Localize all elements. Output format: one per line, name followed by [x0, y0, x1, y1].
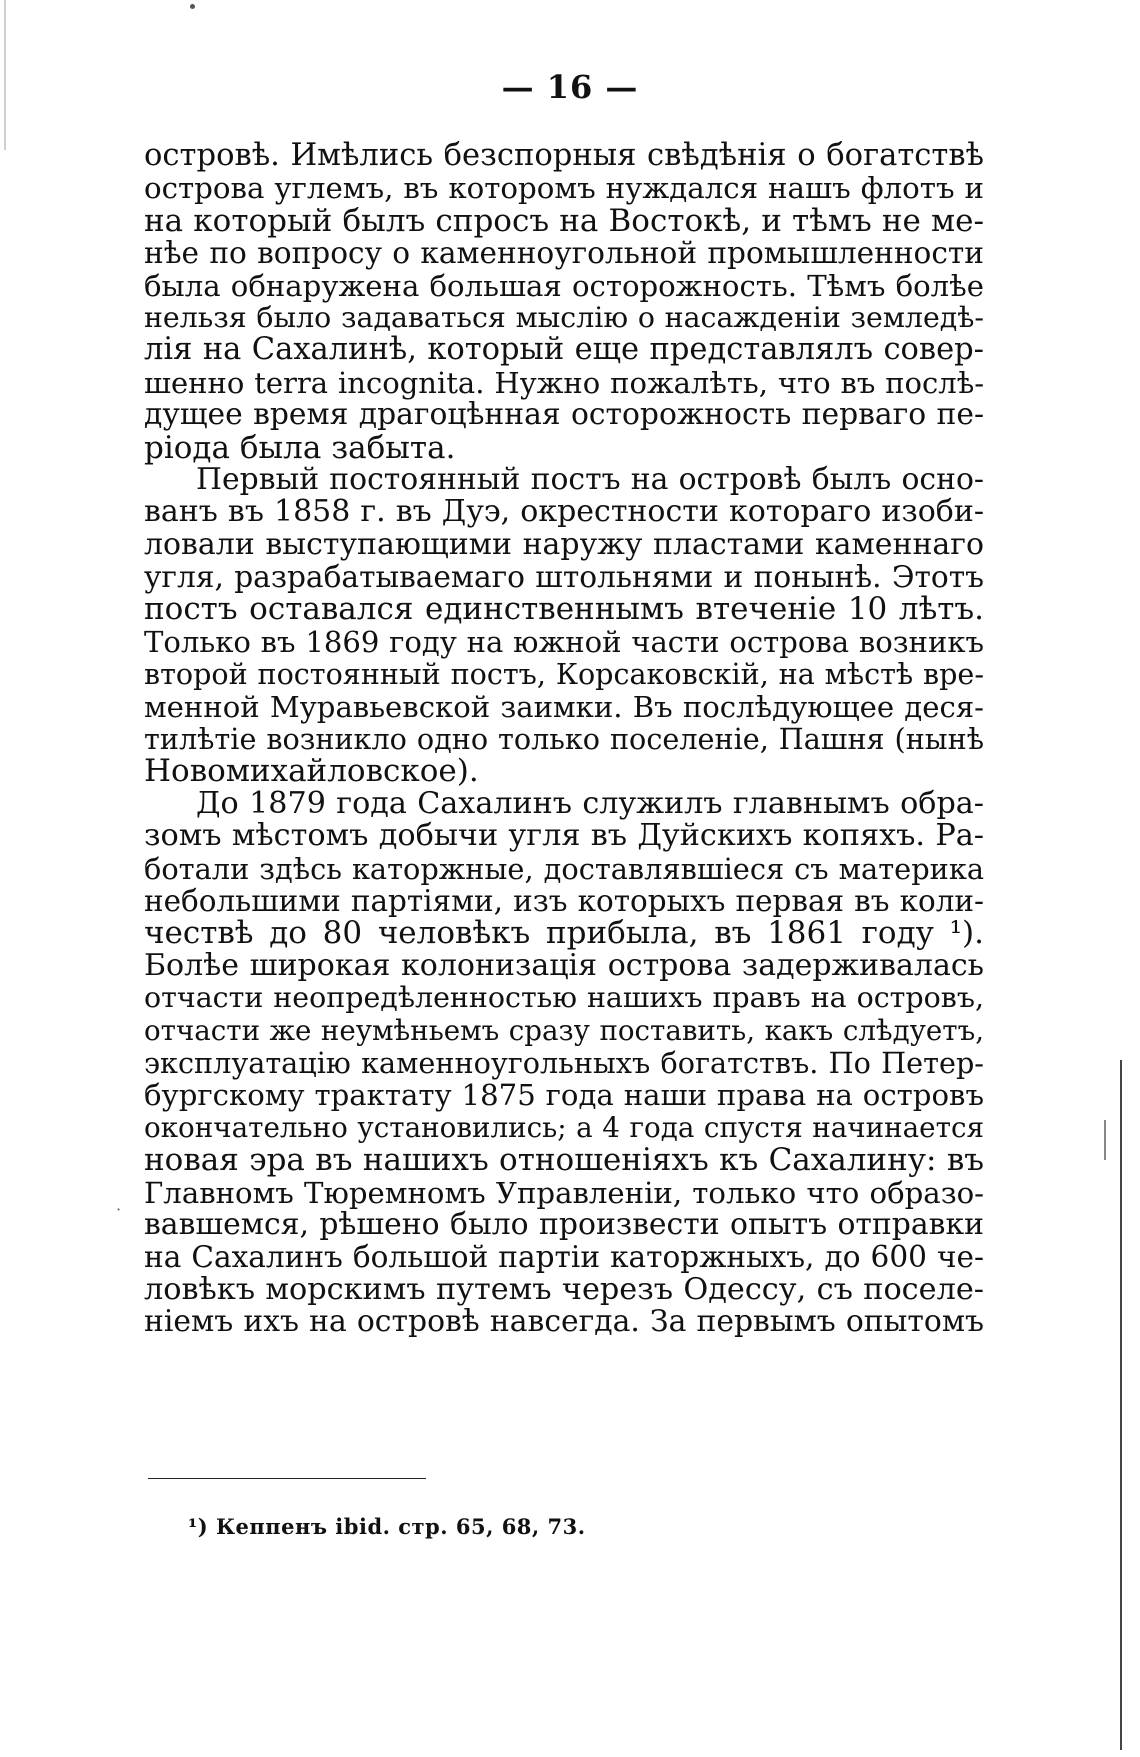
text-line: ванъ въ 1858 г. въ Дуэ, окрестности котораго изоби-: [144, 494, 984, 530]
text-line: Главномъ Тюремномъ Управленіи, только что образо-: [144, 1175, 984, 1210]
text-line: ловѣкъ морскимъ путемъ черезъ Одессу, съ поселе-: [144, 1271, 984, 1307]
text-line: угля, разрабатываемаго штольнями и понынѣ. Этотъ: [144, 559, 984, 595]
text-line: Первый постоянный постъ на островѣ былъ осно-: [196, 461, 984, 497]
text-line: новая эра въ нашихъ отношеніяхъ къ Сахалину: въ: [144, 1142, 984, 1179]
scan-edge-line-right: [1120, 1060, 1122, 1750]
text-line: островѣ. Имѣлись безспорныя свѣдѣнія о богатствѣ: [144, 138, 984, 173]
text-line: острова углемъ, въ которомъ нуждался нашъ флотъ и: [144, 171, 984, 206]
text-line: ніемъ ихъ на островѣ навсегда. За первымъ опытомъ: [144, 1304, 984, 1340]
text-line: была обнаружена большая осторожность. Тѣмъ болѣе: [144, 268, 984, 303]
text-line: чествѣ до 80 человѣкъ прибыла, въ 1861 году ¹).: [144, 915, 984, 952]
text-line: вавшемся, рѣшено было произвести опытъ отправки: [144, 1206, 984, 1242]
scan-edge-mark: [1104, 1120, 1106, 1160]
text-line: дущее время драгоцѣнная осторожность перваго пе-: [144, 397, 984, 433]
text-line: Новомихайловское).: [144, 753, 479, 790]
text-line: нѣе по вопросу о каменноугольной промышленности: [144, 236, 984, 271]
text-line: Болѣе широкая колонизація острова задерживалась: [144, 947, 984, 983]
text-line: тилѣтіе возникло одно только поселеніе, Пашня (нынѣ: [144, 722, 984, 757]
text-line: окончательно установились; а 4 года спустя начинается: [144, 1110, 984, 1144]
text-line: отчасти же неумѣньемъ сразу поставить, какъ слѣдуетъ,: [144, 1013, 984, 1047]
text-line: на Сахалинъ большой партіи каторжныхъ, до 600 че-: [144, 1240, 984, 1275]
text-line: ботали здѣсь каторжные, доставлявшіеся съ материка: [144, 851, 984, 886]
text-line: зомъ мѣстомъ добычи угля въ Дуйскихъ копяхъ. Ра-: [144, 818, 984, 854]
text-line: ріода была забыта.: [144, 429, 456, 466]
scan-speck: [190, 4, 195, 9]
text-line: эксплуатацію каменноугольныхъ богатствъ. По Петер-: [144, 1045, 984, 1080]
footnote-rule: [148, 1478, 426, 1479]
margin-mark: ·: [116, 1200, 122, 1219]
text-line: До 1879 года Сахалинъ служилъ главнымъ обра-: [196, 785, 984, 821]
text-line: второй постоянный постъ, Корсаковскій, на мѣстѣ вре-: [144, 657, 984, 692]
body-text: [144, 140, 984, 1338]
text-line: нельзя было задаваться мыслію о насажденіи земледѣ-: [144, 300, 984, 334]
text-line: небольшими партіями, изъ которыхъ первая въ коли-: [144, 883, 984, 918]
text-line: шенно terra incognita. Нужно пожалѣть, что въ послѣ-: [144, 365, 984, 400]
text-line: постъ оставался единственнымъ втеченіе 10 лѣтъ.: [144, 591, 984, 628]
text-line: бургскому трактату 1875 года наши права на островъ: [144, 1078, 984, 1113]
text-line: отчасти неопредѣленностью нашихъ правъ на островъ,: [144, 981, 984, 1015]
footnote: ¹) Кеппенъ ibid. стр. 65, 68, 73.: [188, 1514, 586, 1539]
text-line: Только въ 1869 году на южной части острова возникъ: [144, 624, 984, 659]
text-line: менной Муравьевской заимки. Въ послѣдующее деся-: [144, 689, 984, 724]
page-number: — 16 —: [501, 68, 639, 106]
text-line: на который былъ спросъ на Востокѣ, и тѣмъ не ме-: [144, 202, 984, 239]
text-line: лія на Сахалинѣ, который еще представлялъ совер-: [144, 332, 984, 368]
text-line: ловали выступающими наружу пластами каменнаго: [144, 526, 984, 562]
